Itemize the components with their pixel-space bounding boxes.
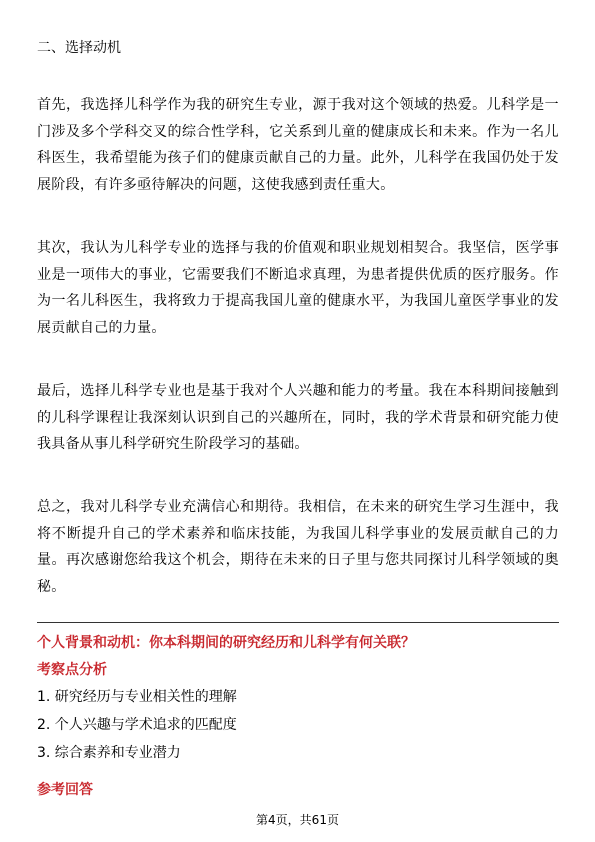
paragraph-second: 其次，我认为儿科学专业的选择与我的价值观和职业规划相契合。我坚信，医学事业是一项伟大的事业，它需要我们不断追求真理，为患者提供优质的医疗服务。作为一名儿科医生，我将致力于提高我国儿童的健康水平，为我国儿童医学事业的发展贡献自己的力量。 <box>37 240 559 336</box>
analysis-point-2: 2. 个人兴趣与学术追求的匹配度 <box>37 717 237 733</box>
interview-question: 个人背景和动机：你本科期间的研究经历和儿科学有何关联？ <box>37 635 415 651</box>
page-footer: 第4页，共61页 <box>256 813 339 827</box>
analysis-heading: 考察点分析 <box>37 662 107 678</box>
section-divider <box>37 622 559 623</box>
analysis-point-1: 1. 研究经历与专业相关性的理解 <box>37 689 237 705</box>
section-heading: 二、选择动机 <box>37 40 121 56</box>
paragraph-first: 首先，我选择儿科学作为我的研究生专业，源于我对这个领域的热爱。儿科学是一门涉及多个学科交叉的综合性学科，它关系到儿童的健康成长和未来。作为一名儿科医生，我希望能为孩子们的健康贡献自己的力量。此外，儿科学在我国仍处于发展阶段，有许多亟待解决的问题，这使我感到责任重大。 <box>37 97 559 193</box>
paragraph-conclusion: 总之，我对儿科学专业充满信心和期待。我相信，在未来的研究生学习生涯中，我将不断提升自己的学术素养和临床技能，为我国儿科学事业的发展贡献自己的力量。再次感谢您给我这个机会，期待在未来的日子里与您共同探讨儿科学领域的奥秘。 <box>37 499 559 595</box>
reference-heading: 参考回答 <box>37 782 93 798</box>
paragraph-third: 最后，选择儿科学专业也是基于我对个人兴趣和能力的考量。我在本科期间接触到的儿科学课程让我深刻认识到自己的兴趣所在，同时，我的学术背景和研究能力使我具备从事儿科学研究生阶段学习的基础。 <box>37 383 559 452</box>
analysis-point-3: 3. 综合素养和专业潜力 <box>37 745 181 761</box>
